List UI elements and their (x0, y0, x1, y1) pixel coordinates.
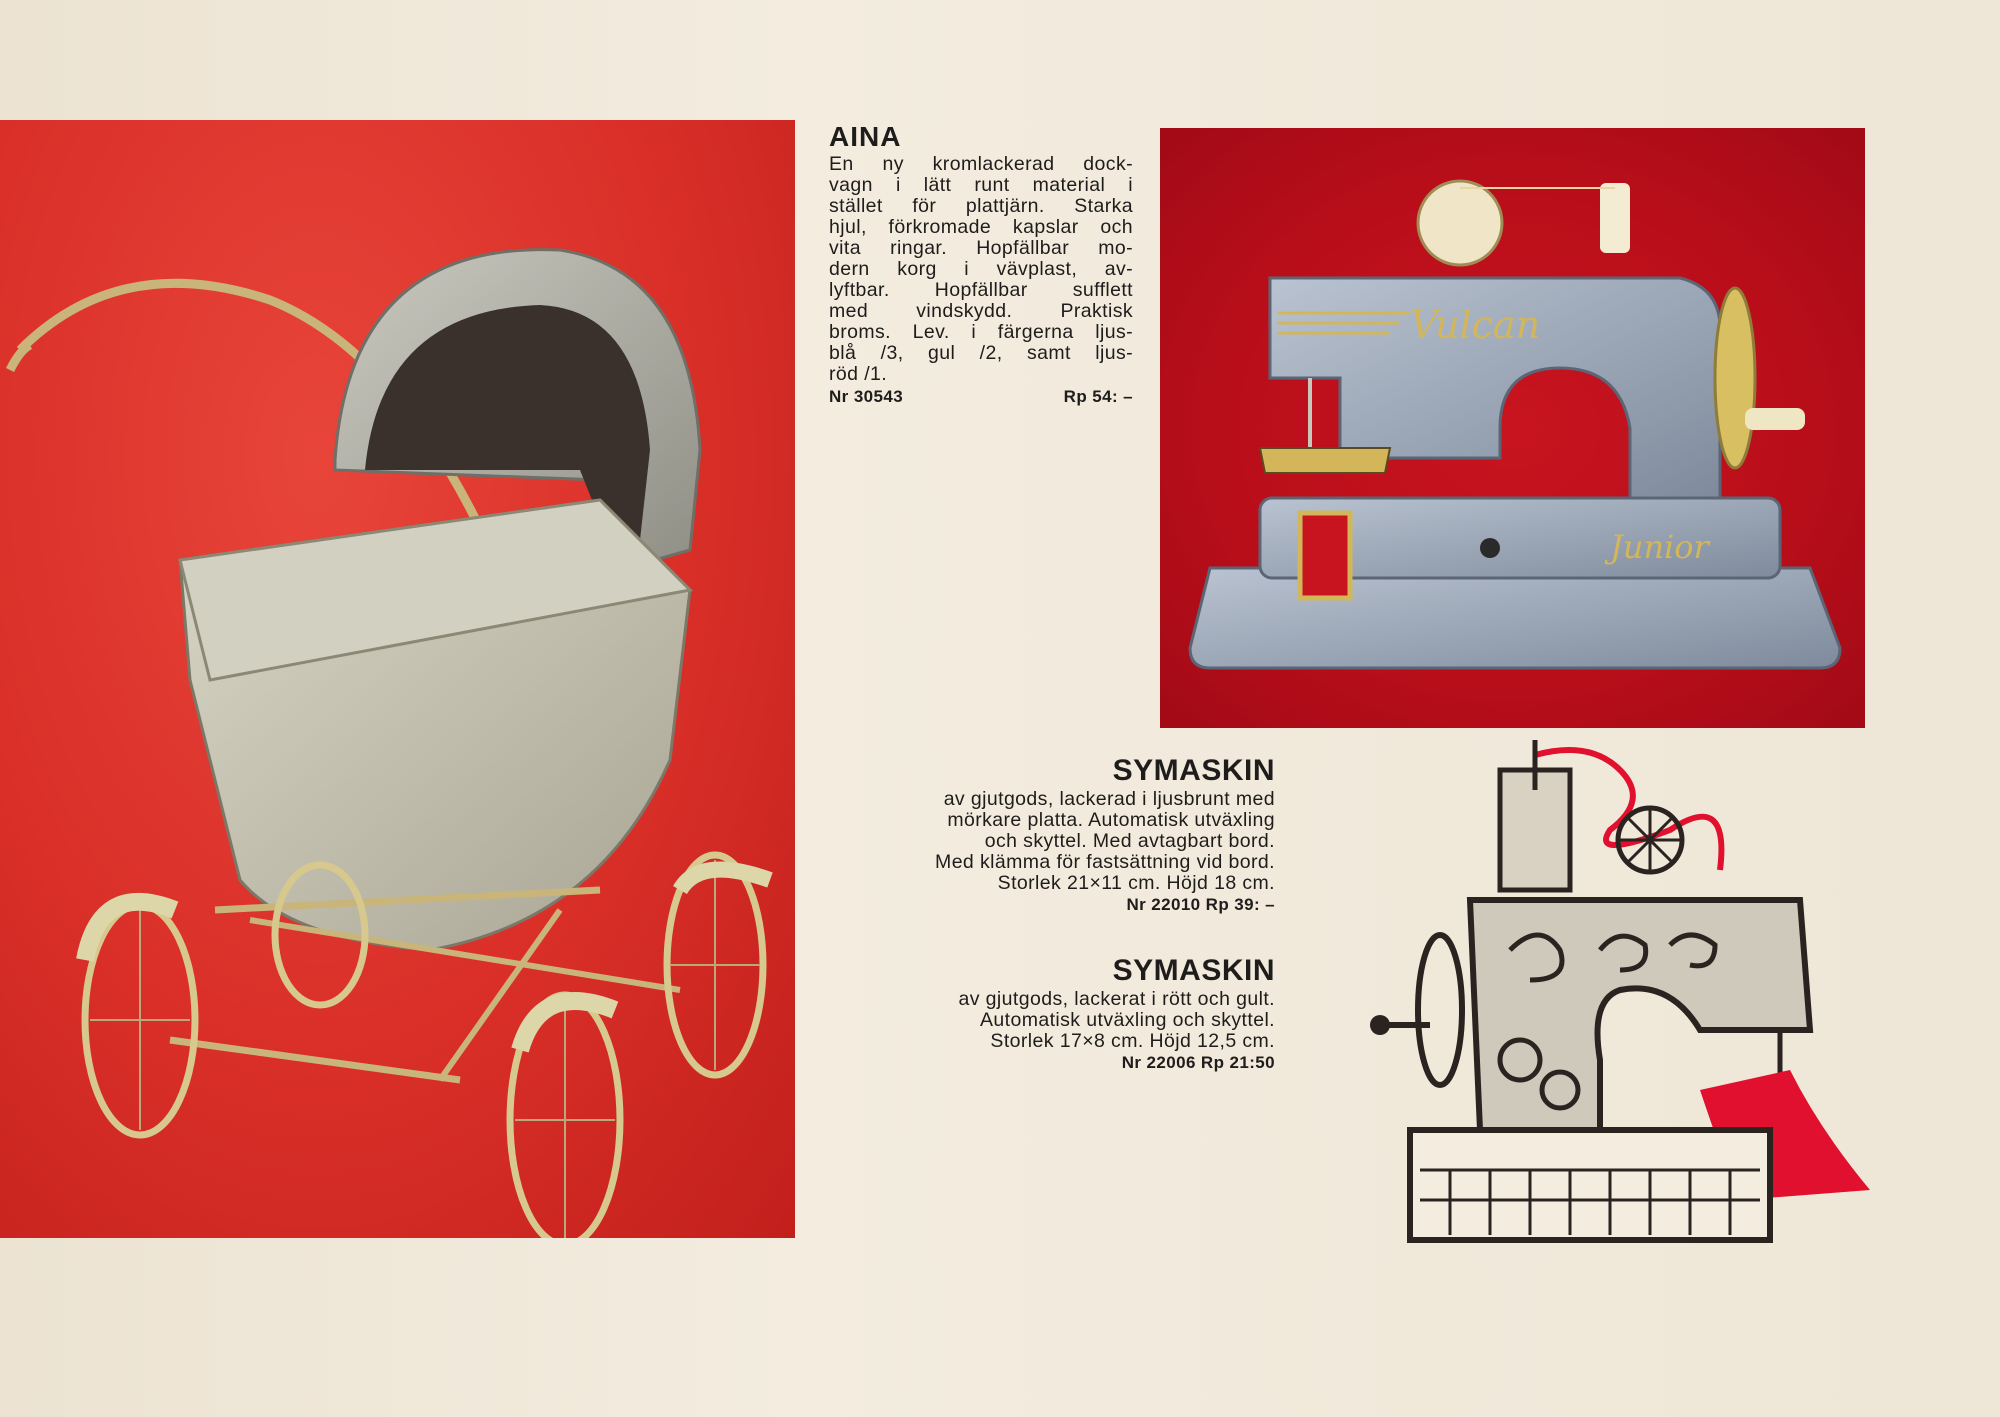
aina-desc-line: En ny kromlackerad dock- (829, 153, 1133, 175)
symaskin-22010-title: SYMASKIN (1112, 754, 1275, 787)
sewing-machine-drawing (1370, 730, 1890, 1260)
doll-pram-photo (0, 120, 795, 1238)
aina-desc-line: röd /1. (829, 363, 888, 385)
symaskin-22006-number-price: Nr 22006 Rp 21:50 (1121, 1053, 1275, 1072)
aina-desc-line: dern korg i vävplast, av- (829, 258, 1133, 280)
aina-desc-line: stället för plattjärn. Starka (829, 195, 1133, 217)
aina-desc-line: hjul, förkromade kapslar och (829, 216, 1133, 238)
doll-pram-illustration (0, 120, 795, 1238)
aina-product-block (829, 122, 1133, 407)
aina-number: Nr 30543 (829, 387, 904, 406)
symaskin-22010-desc-line: Storlek 21×11 cm. Höjd 18 cm. (997, 872, 1275, 894)
junior-logo: Junior (1610, 528, 1709, 566)
symaskin-22006-desc-line: av gjutgods, lackerat i rött och gult. (958, 988, 1275, 1010)
vulcan-logo: Vulcan (1410, 303, 1541, 347)
sewing-machine-photo (1160, 128, 1865, 728)
aina-desc-line: med vindskydd. Praktisk (829, 300, 1133, 322)
symaskin-22010-desc-line: mörkare platta. Automatisk utväxling (947, 809, 1275, 831)
aina-price: Rp 54: – (1063, 387, 1133, 406)
symaskin-22010-number-price: Nr 22010 Rp 39: – (1126, 895, 1275, 914)
symaskin-22010-block (835, 755, 1275, 915)
aina-desc-line: lyftbar. Hopfällbar sufflett (829, 279, 1133, 301)
symaskin-22010-desc-line: av gjutgods, lackerad i ljusbrunt med (943, 788, 1275, 810)
symaskin-22010-desc-line: och skyttel. Med avtagbart bord. (984, 830, 1275, 852)
aina-price-row (829, 386, 1133, 407)
aina-desc-line: vagn i lätt runt material i (829, 174, 1133, 196)
symaskin-22006-block (835, 955, 1275, 1073)
aina-desc-line: vita ringar. Hopfällbar mo- (829, 237, 1133, 259)
symaskin-22010-desc-line: Med klämma för fastsättning vid bord. (935, 851, 1275, 873)
symaskin-22006-desc-line: Storlek 17×8 cm. Höjd 12,5 cm. (990, 1030, 1275, 1052)
aina-description (829, 154, 1133, 385)
aina-desc-line: blå /3, gul /2, samt ljus- (829, 342, 1133, 364)
symaskin-22006-desc-line: Automatisk utväxling och skyttel. (980, 1009, 1275, 1031)
sewing-machine-sketch (1370, 730, 1890, 1260)
sewing-machine-illustration (1160, 128, 1865, 728)
aina-title: AINA (829, 121, 902, 152)
aina-desc-line: broms. Lev. i färgerna ljus- (829, 321, 1133, 343)
symaskin-22006-title: SYMASKIN (1112, 954, 1275, 987)
